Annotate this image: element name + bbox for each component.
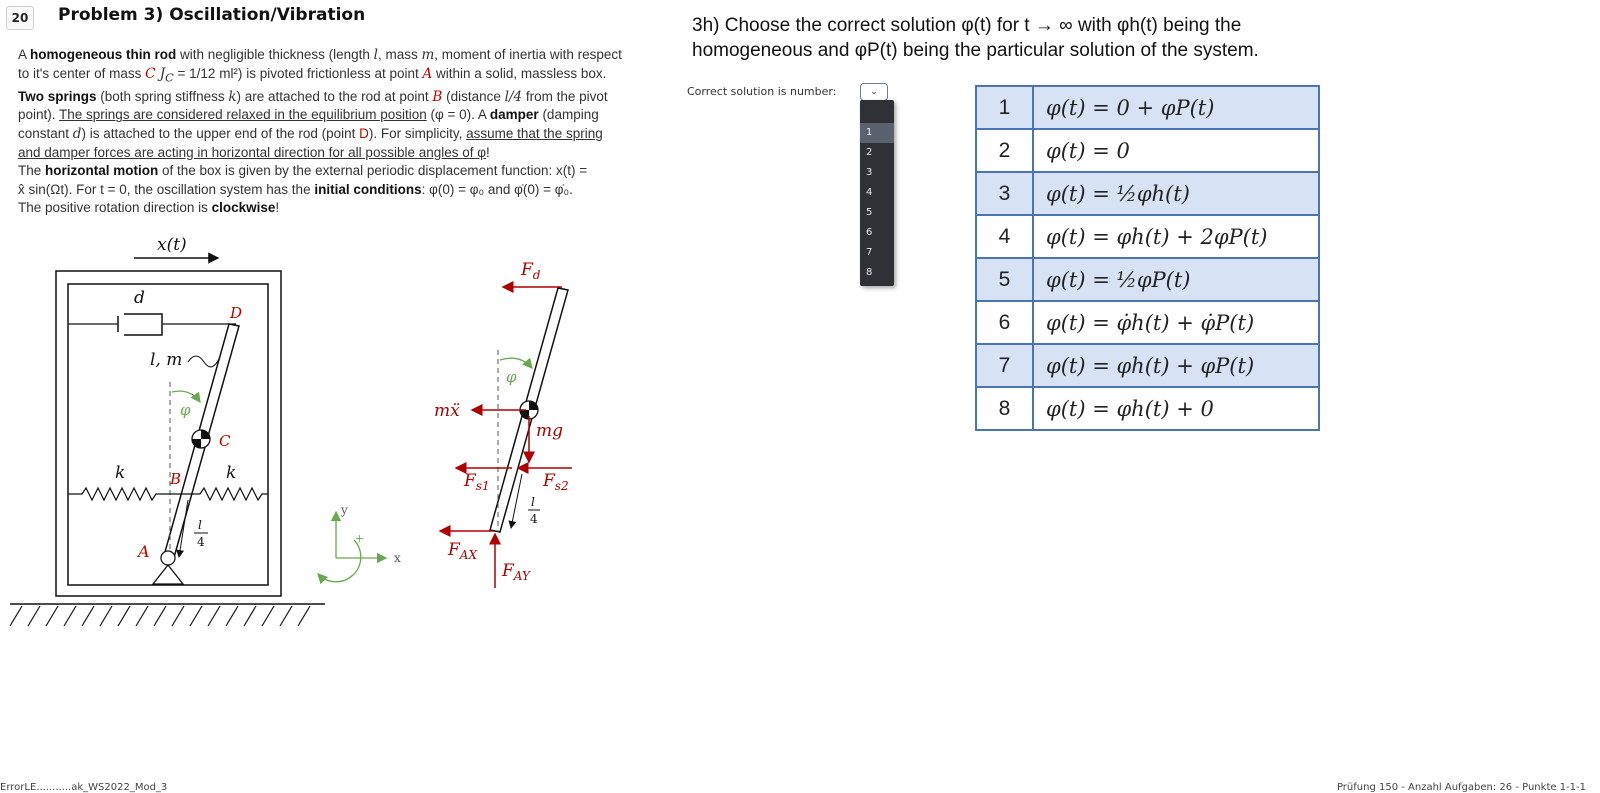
label-mg: mg — [536, 421, 564, 441]
table-row — [976, 215, 1319, 258]
label-xt: x(t) — [157, 235, 187, 255]
dropdown-blank-option[interactable] — [860, 100, 894, 123]
solution-formula: φ(t) = ½φh(t) — [1033, 172, 1319, 215]
label-axis-y: y — [341, 503, 348, 517]
label-l-den: 4 — [197, 535, 205, 549]
dropdown-option[interactable]: 5 — [866, 207, 873, 218]
table-row — [976, 344, 1319, 387]
label-mxdd: mẍ — [434, 401, 460, 421]
table-row — [976, 129, 1319, 172]
solution-formula: φ(t) = ½φP(t) — [1033, 258, 1319, 301]
dropdown-option[interactable]: 6 — [866, 227, 873, 238]
solution-number-select[interactable] — [860, 83, 888, 101]
solution-formula: φ(t) = 0 — [1033, 129, 1319, 172]
label-phi2: φ — [506, 368, 517, 386]
solution-number: 7 — [976, 344, 1033, 387]
dropdown-option[interactable]: 2 — [866, 147, 873, 158]
label-plus: + — [355, 532, 365, 545]
problem-title: Problem 3) Oscillation/Vibration — [58, 5, 366, 25]
label-Fs2: $F_{s2}$ — [543, 471, 569, 493]
solution-dropdown-list — [860, 100, 894, 286]
mechanical-system-figure — [0, 222, 640, 642]
label-lm: l, m — [150, 350, 183, 370]
spring-right — [182, 488, 268, 500]
label-FAY: $F_{AY}$ — [502, 561, 530, 583]
label-B: B — [170, 470, 182, 488]
label-k-left: k — [115, 463, 126, 483]
table-row — [976, 172, 1319, 215]
dropdown-option[interactable]: 7 — [866, 247, 873, 258]
chevron-down-icon: ⌄ — [870, 87, 878, 97]
label-axis-x: x — [394, 551, 401, 565]
dropdown-option[interactable]: 8 — [866, 267, 873, 278]
label-FAX: $F_{AX}$ — [448, 540, 478, 562]
solution-number: 4 — [976, 215, 1033, 258]
solution-formula: φ(t) = φh(t) + φP(t) — [1033, 344, 1319, 387]
solution-formula: φ(t) = φ̇h(t) + φ̇P(t) — [1033, 301, 1319, 344]
dropdown-option[interactable]: 1 — [860, 123, 894, 143]
label-phi: φ — [180, 401, 191, 419]
label-A: A — [138, 542, 150, 561]
label-D: D — [230, 304, 243, 322]
dropdown-option[interactable]: 4 — [866, 187, 873, 198]
spring-left — [68, 488, 182, 500]
label-l2-num: l — [531, 495, 535, 509]
label-Fs1: $F_{s1}$ — [464, 471, 490, 493]
table-row — [976, 86, 1319, 129]
footer-right: Prüfung 150 - Anzahl Aufgaben: 26 - Punkte 1-1-1 — [1336, 782, 1586, 793]
solution-number: 1 — [976, 86, 1033, 129]
pivot-A — [161, 551, 175, 565]
damper-cylinder — [124, 314, 162, 335]
label-l2-den: 4 — [530, 512, 538, 526]
question-number-badge: 20 — [6, 6, 34, 30]
table-row — [976, 387, 1319, 430]
solution-number: 2 — [976, 129, 1033, 172]
label-l-num: l — [198, 518, 202, 532]
ground-hatch — [10, 606, 310, 626]
label-C: C — [219, 432, 231, 450]
footer-left: ErrorLE...........ak_WS2022_Mod_3 — [0, 782, 168, 793]
dropdown-option[interactable]: 3 — [866, 167, 873, 178]
solution-number: 5 — [976, 258, 1033, 301]
label-d: d — [134, 288, 145, 308]
solutions-table — [975, 85, 1320, 431]
problem-description: A homogeneous thin rod with negligible thickness (length l, mass m, moment of inertia with respect to it's center of mass C $J_C = 1/12$ ml²) is pivoted frictionless at point A within a solid, massless box. Two springs (both spring stiffness k) are attached to the rod at point B (distance l/4 from the pivot point). The springs are considered relaxed in the equilibrium position (φ = 0). A damper (damping constant d) is attached to the upper end of the rod (point D). For simplicity, assume that the spring and damper forces are acting in horizontal direction for all possible angles of φ! The horizontal motion of the box is given by the external periodic displacement function: x(t) = x̂ sin(Ωt). For t = 0, the oscillation system has the initial conditions: φ(0) = φ₀ and φ̇(0) = φ̇₀. The positive rotation direction is clockwise! — [18, 47, 622, 216]
question-prompt: 3h) Choose the correct solution φ(t) for t → ∞ with φh(t) being the homogeneous and φP(t) being the particular solution of the system. — [692, 15, 1259, 61]
solution-formula: φ(t) = φh(t) + 2φP(t) — [1033, 215, 1319, 258]
solution-formula: φ(t) = 0 + φP(t) — [1033, 86, 1319, 129]
solution-number: 8 — [976, 387, 1033, 430]
solution-number: 6 — [976, 301, 1033, 344]
label-k-right: k — [226, 463, 237, 483]
solution-number: 3 — [976, 172, 1033, 215]
table-row — [976, 301, 1319, 344]
select-label: Correct solution is number: — [687, 85, 837, 98]
solution-formula: φ(t) = φh(t) + 0 — [1033, 387, 1319, 430]
table-row — [976, 258, 1319, 301]
label-Fd: $F_d$ — [521, 260, 541, 282]
